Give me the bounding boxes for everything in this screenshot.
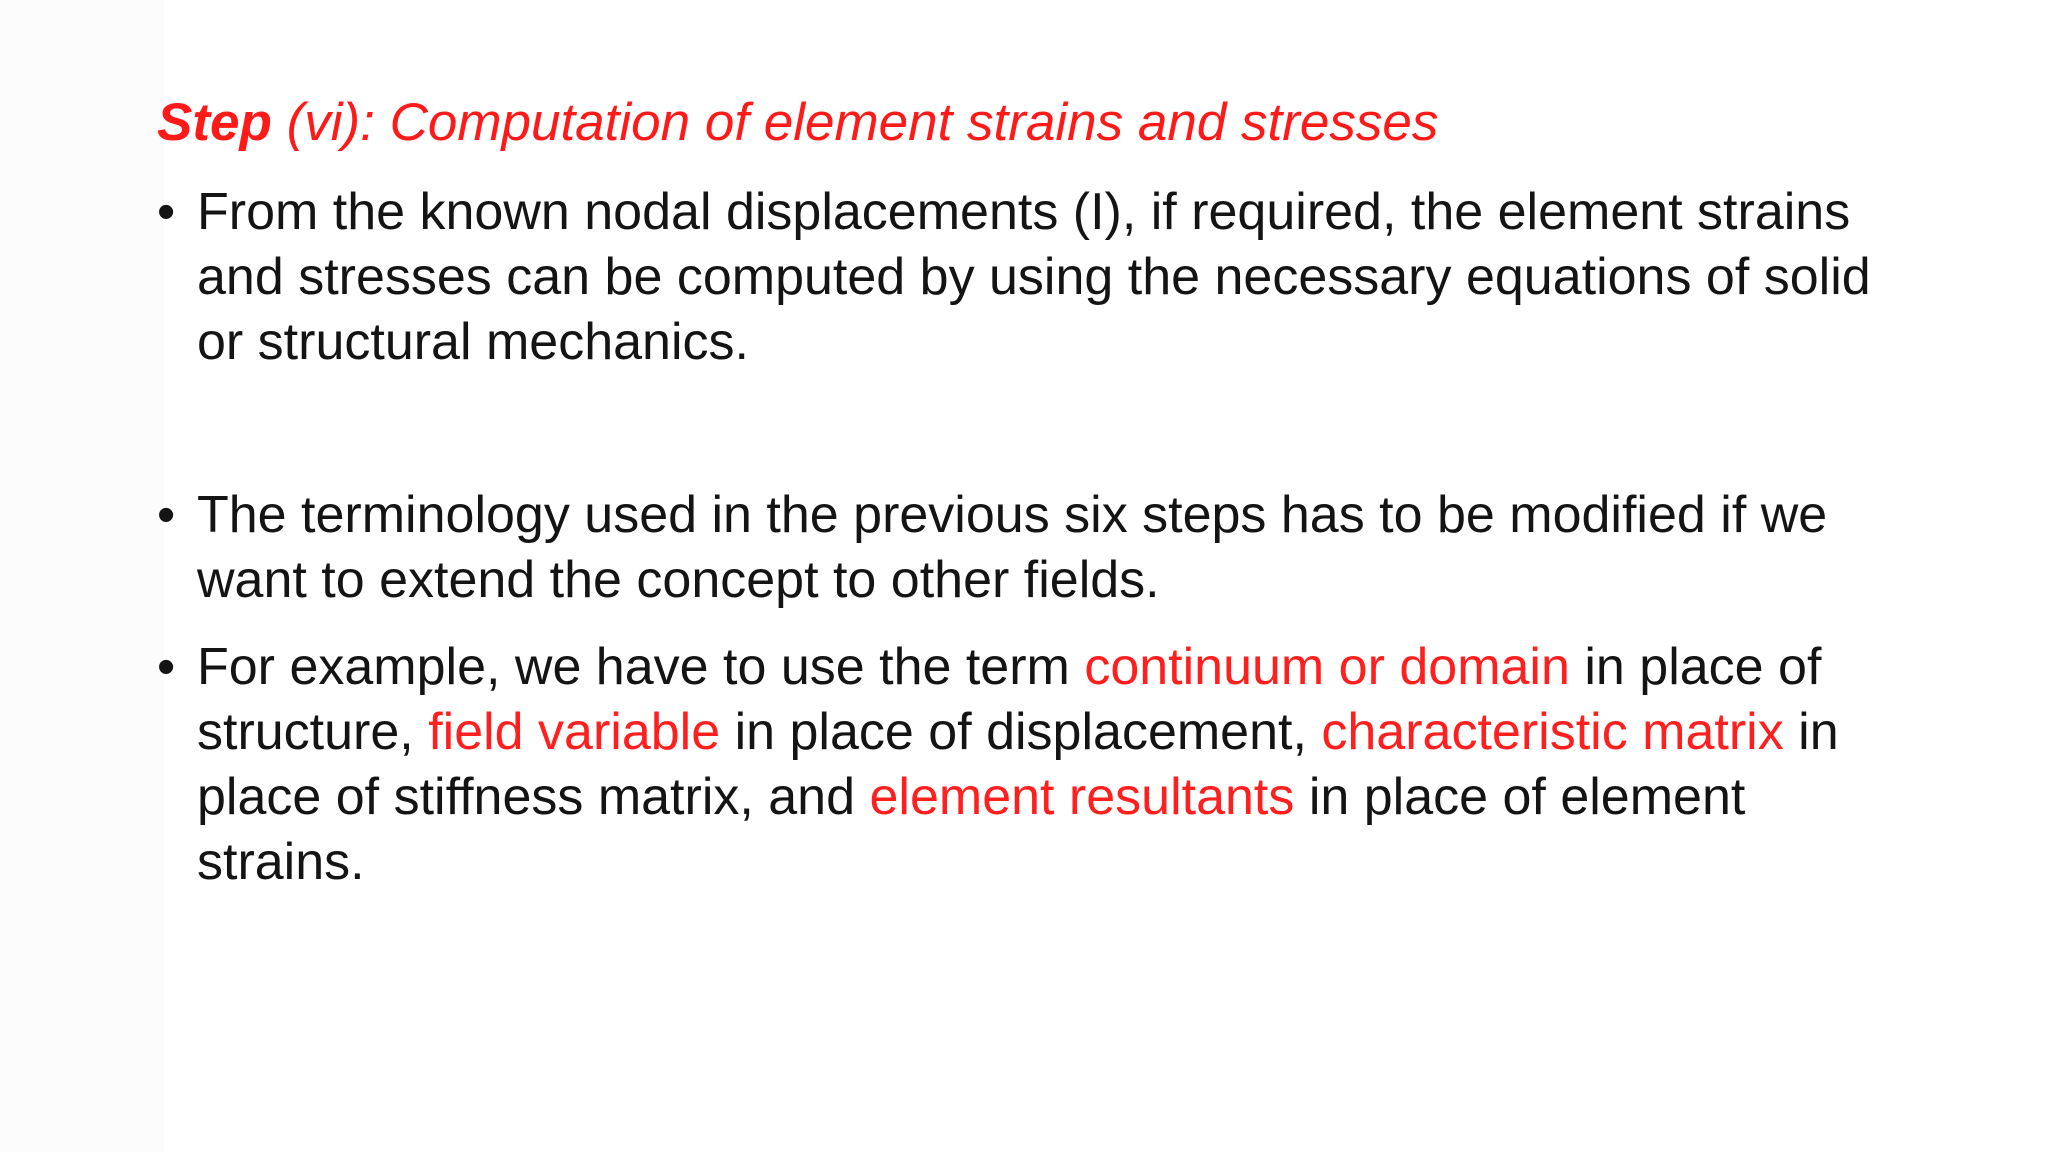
bullet-text-segment: in place of element strains. bbox=[197, 768, 1746, 891]
highlight-term-characteristic-matrix: characteristic matrix bbox=[1321, 703, 1784, 761]
bullet-text-segment: in place of displacement, bbox=[720, 703, 1322, 761]
slide-left-margin bbox=[0, 0, 164, 1152]
bullet-item-nodal-displacements bbox=[157, 180, 1897, 375]
highlight-term-element-resultants: element resultants bbox=[869, 768, 1295, 826]
bullet-item-terminology bbox=[157, 483, 1897, 613]
title-step-word: Step bbox=[157, 93, 272, 152]
highlight-term-field-variable: field variable bbox=[428, 703, 721, 761]
bullet-text: The terminology used in the previous six steps has to be modified if we want to extend the concept to other fields. bbox=[197, 486, 1828, 609]
bullet-list bbox=[157, 180, 1897, 895]
bullet-text-segment: in place of stiffness matrix, and bbox=[197, 703, 1839, 826]
slide-title bbox=[157, 90, 1977, 156]
bullet-item-example bbox=[157, 635, 1897, 895]
bullet-text: From the known nodal displacements (I), if required, the element strains and stresses can be computed by using the necessary equations of solid or structural mechanics. bbox=[197, 183, 1871, 371]
bullet-text-segment: For example, we have to use the term bbox=[197, 638, 1085, 696]
highlight-term-continuum-domain: continuum or domain bbox=[1084, 638, 1570, 696]
bullet-text-segment: in place of structure, bbox=[197, 638, 1822, 761]
title-rest: (vi): Computation of element strains and stresses bbox=[271, 93, 1439, 152]
